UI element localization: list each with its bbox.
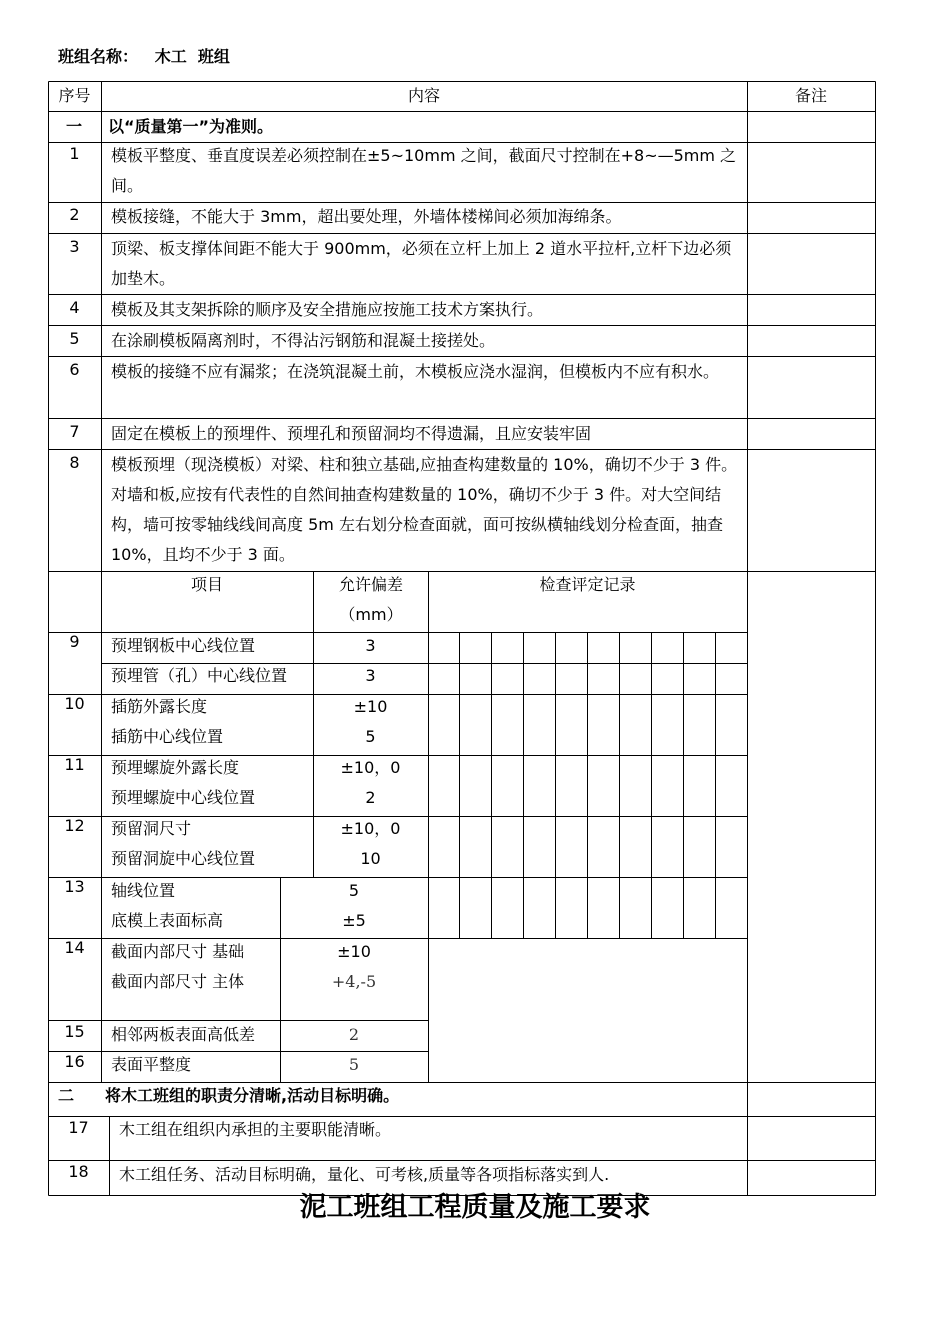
check-tolerance: ±10，0 [340,758,401,777]
header-no: 序号 [58,86,91,105]
check-tolerance: ±10 [353,697,388,716]
item-no: 17 [68,1118,89,1137]
item-no: 6 [69,360,80,379]
team-name: 木工 班组 [154,47,230,66]
check-item: 预埋螺旋中心线位置 [111,788,256,807]
check-item: 截面内部尺寸 基础 [111,942,245,961]
check-header-item: 项目 [190,575,223,594]
check-row-no: 10 [64,694,85,713]
check-row-no: 15 [64,1022,85,1041]
section2-title: 将木工班组的职责分清晰,活动目标明确。 [105,1086,400,1105]
check-item: 轴线位置 [111,881,176,900]
section1-number: 一 [66,117,83,136]
item-text: 模板接缝，不能大于 3mm，超出要处理，外墙体楼梯间必须加海绵条。 [111,207,622,226]
check-tolerance: ±5 [342,911,366,930]
check-tolerance: 5 [348,1055,360,1074]
check-item: 预埋管（孔）中心线位置 [111,666,288,685]
header-remark: 备注 [794,86,827,105]
check-tolerance: ±10 [337,942,371,961]
check-item: 预埋螺旋外露长度 [111,758,240,777]
check-header-tolerance: 允许偏差（mm） [338,575,403,624]
check-tolerance: ±10，0 [340,819,401,838]
check-tolerance: 3 [365,636,376,655]
check-row-no: 14 [64,938,85,957]
check-tolerance: 2 [365,788,376,807]
check-header-record: 检查评定记录 [539,575,636,594]
check-item: 表面平整度 [111,1055,192,1074]
item-no: 1 [69,144,80,163]
check-row-no: 16 [64,1052,85,1071]
item-text: 固定在模板上的预埋件、预埋孔和预留洞均不得遗漏，且应安装牢固 [111,424,592,443]
item-no: 18 [68,1162,89,1181]
check-row-no: 11 [64,755,85,774]
item-no: 7 [69,422,80,441]
check-tolerance: 10 [360,849,381,868]
section2-number: 二 [58,1086,75,1105]
item-no: 4 [69,298,80,317]
check-item: 预留洞尺寸 [111,819,192,838]
check-row-no: 12 [64,816,85,835]
check-tolerance: 3 [365,666,376,685]
item-text: 模板平整度、垂直度误差必须控制在±5~10mm 之间，截面尺寸控制在+8~—5mm 之间。 [111,146,737,195]
check-item: 预留洞旋中心线位置 [111,849,256,868]
check-item: 预埋钢板中心线位置 [111,636,256,655]
item-no: 8 [69,453,80,472]
header-content: 内容 [407,86,440,105]
check-item: 底模上表面标高 [111,911,224,930]
quality-table [48,81,876,1196]
check-tolerance: +4,-5 [331,972,377,991]
item-no: 3 [69,237,80,256]
item-no: 2 [69,205,80,224]
item-text: 木工组任务、活动目标明确，量化、可考核,质量等各项指标落实到人. [119,1165,610,1184]
check-tolerance: 5 [365,727,376,746]
check-row-no: 13 [64,877,85,896]
section1-title: 以“质量第一”为准则。 [108,117,274,136]
check-item: 截面内部尺寸 主体 [111,972,245,991]
check-tolerance: 2 [348,1025,360,1044]
item-text: 模板预埋（现浇模板）对梁、柱和独立基础,应抽查构建数量的 10%，确切不少于 3 件。对墙和板,应按有代表性的自然间抽查构建数量的 10%，确切不少于 3 件。对大空间结构，墙可按零轴线线间高度 5m 左右划分检查面就，面可按纵横轴线划分检查面，抽查 10%，且均不少于 3 面。 [111,455,738,564]
next-section-title: 泥工班组工程质量及施工要求 [299,1192,651,1223]
item-text: 模板及其支架拆除的顺序及安全措施应按施工技术方案执行。 [111,300,544,319]
item-text: 在涂刷模板隔离剂时，不得沾污钢筋和混凝土接搓处。 [111,331,496,350]
check-tolerance: 5 [348,881,360,900]
team-name-line [58,44,230,67]
check-item: 插筋中心线位置 [111,727,224,746]
item-text: 木工组在组织内承担的主要职能清晰。 [119,1120,392,1139]
check-row-no: 9 [69,632,80,651]
team-label: 班组名称： [58,47,139,66]
check-item: 插筋外露长度 [111,697,208,716]
item-no: 5 [69,329,80,348]
item-text: 顶梁、板支撑体间距不能大于 900mm，必须在立杆上加上 2 道水平拉杆,立杆下边必须加垫木。 [111,239,732,288]
check-item: 相邻两板表面高低差 [111,1025,256,1044]
item-text: 模板的接缝不应有漏浆；在浇筑混凝土前，木模板应浇水湿润，但模板内不应有积水。 [111,362,720,381]
